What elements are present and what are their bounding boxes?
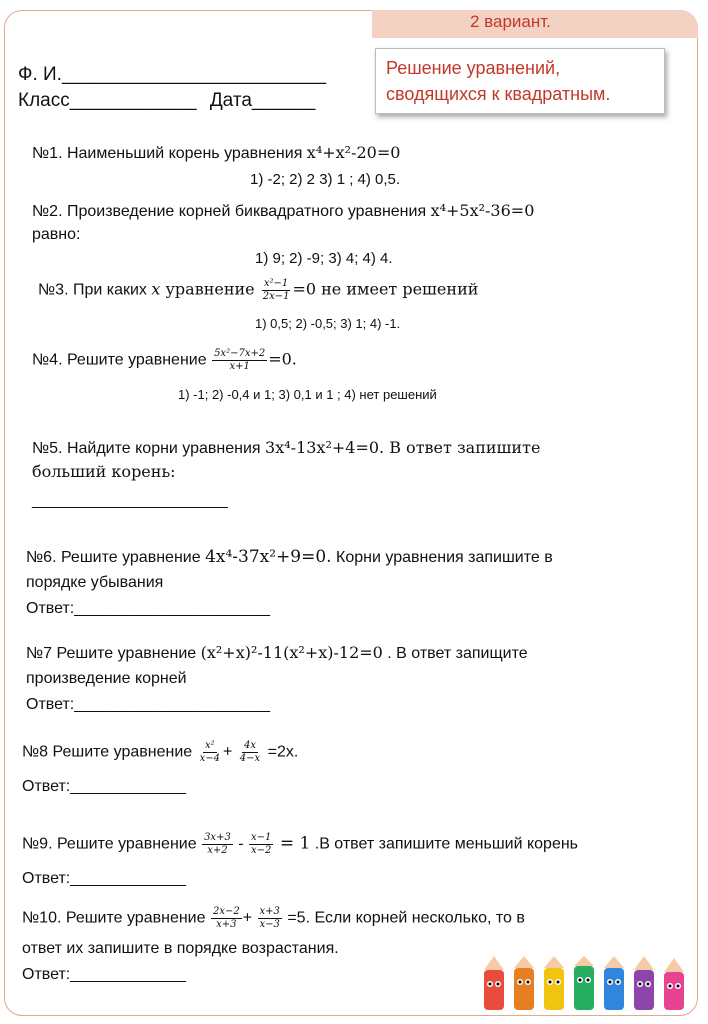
q10-fraction-2 — [258, 906, 282, 931]
q9-denominator-1: x+2 — [207, 845, 228, 856]
q7-answer: Ответ:______________________ — [26, 696, 270, 713]
q8-numerator-1: x² — [204, 740, 215, 751]
q6-equation: 4x⁴-37x²+9=0. — [205, 547, 332, 567]
question-1 — [32, 142, 400, 165]
question-5 — [32, 437, 540, 460]
pencil-yellow — [544, 956, 564, 1010]
q1-answers: 1) -2; 2) 2 3) 1 ; 4) 0,5. — [250, 171, 401, 188]
question-4 — [32, 348, 297, 373]
q9-minus: - — [233, 835, 249, 853]
title-line-1: Решение уравнений, — [386, 58, 561, 78]
question-3 — [38, 278, 478, 303]
question-7 — [26, 642, 528, 665]
q10-denominator-1: x+3 — [216, 919, 237, 930]
question-10 — [22, 906, 525, 931]
q9-numerator-2: x−1 — [251, 832, 272, 843]
q2-text: №2. Произведение корней биквадратного уравнения — [32, 203, 431, 220]
q9-fraction-2 — [249, 832, 273, 857]
class-field: Класс____________ — [18, 90, 197, 111]
q8-tail: =2x. — [263, 743, 299, 761]
pencil-red — [484, 956, 504, 1010]
name-field-line: Ф. И._________________________ — [18, 64, 327, 85]
q5-line-2: больший корень: — [32, 462, 176, 481]
q10-text: №10. Решите уравнение — [22, 909, 210, 927]
q1-equation: x⁴+x²-20=0 — [306, 143, 401, 162]
pencil-orange — [514, 956, 534, 1010]
q4-fraction — [212, 348, 267, 373]
question-8 — [22, 740, 298, 765]
q3-var: x — [151, 279, 161, 299]
q3-fraction — [261, 278, 292, 303]
q10-numerator-1: 2x−2 — [212, 906, 240, 917]
q8-fraction-2 — [238, 740, 262, 765]
q9-fraction-1 — [202, 832, 233, 857]
q6-line-2: порядке убывания — [26, 574, 164, 591]
q2-equation: x⁴+5x²-36=0 — [430, 201, 535, 220]
q8-numerator-2: 4x — [243, 740, 256, 751]
q3-text-2: уравнение — [160, 279, 260, 299]
q9-answer: Ответ:_____________ — [22, 870, 186, 887]
title-line-2: сводящихся к квадратным. — [386, 84, 611, 104]
q7-text: №7 Решите уравнение — [26, 645, 201, 662]
q2-answers: 1) 9; 2) -9; 3) 4; 4) 4. — [255, 250, 393, 267]
question-2 — [32, 200, 534, 223]
pencil-pink — [664, 958, 684, 1010]
date-field: Дата______ — [209, 90, 316, 111]
q10-numerator-2: x+3 — [259, 906, 280, 917]
q10-line-2: ответ их запишите в порядке возрастания. — [22, 940, 339, 957]
q9-equals: = 1 — [274, 833, 311, 854]
q4-denominator: x+1 — [229, 361, 250, 372]
q6-text: №6. Решите уравнение — [26, 549, 206, 566]
q7-equation: (x²+x)²-11(x²+x)-12=0 — [200, 643, 383, 662]
q4-numerator: 5x²−7x+2 — [214, 348, 266, 359]
question-6 — [26, 546, 553, 569]
pencil-green — [574, 956, 594, 1010]
q1-text: №1. Наименьший корень уравнения — [32, 145, 307, 162]
q5-tail: В ответ запишите — [384, 438, 541, 457]
q10-plus: + — [242, 909, 257, 927]
q8-plus: + — [223, 743, 237, 761]
q8-denominator-2: 4−x — [239, 753, 261, 764]
q4-tail: =0. — [268, 349, 297, 369]
q3-tail: =0 не имеет решений — [292, 279, 479, 299]
q2-text-2: равно: — [32, 226, 81, 243]
q6-answer: Ответ:______________________ — [26, 600, 270, 617]
q10-denominator-2: x−3 — [259, 919, 280, 930]
q9-text: №9. Решите уравнение — [22, 835, 202, 853]
q4-text: №4. Решите уравнение — [32, 351, 212, 369]
q3-numerator: x²−1 — [263, 278, 289, 289]
q4-answers: 1) -1; 2) -0,4 и 1; 3) 0,1 и 1 ; 4) нет решений — [178, 387, 437, 402]
q5-answer-blank: ______________________ — [32, 492, 228, 509]
pencil-purple — [634, 956, 654, 1010]
class-date-line — [18, 90, 315, 112]
q3-answers: 1) 0,5; 2) -0,5; 3) 1; 4) -1. — [255, 316, 401, 331]
q10-answer: Ответ:_____________ — [22, 966, 186, 983]
variant-label: 2 вариант. — [470, 12, 551, 31]
q6-tail: Корни уравнения запишите в — [331, 549, 553, 566]
q3-text: №3. При каких — [38, 281, 152, 299]
q9-numerator-1: 3x+3 — [204, 832, 231, 843]
worksheet-title — [375, 48, 665, 114]
q7-tail: . В ответ запищите — [382, 645, 528, 662]
q10-fraction-1 — [211, 906, 242, 931]
pencil-blue — [604, 956, 624, 1010]
q8-answer: Ответ:_____________ — [22, 778, 186, 795]
q10-tail: =5. Если корней несколько, то в — [282, 909, 525, 927]
q9-denominator-2: x−2 — [251, 845, 272, 856]
pencils-icon — [478, 956, 700, 1020]
q3-denominator: 2x−1 — [262, 291, 290, 302]
q8-denominator-1: x−4 — [199, 753, 220, 764]
q8-fraction-1 — [198, 740, 222, 765]
q5-text: №5. Найдите корни уравнения — [32, 440, 266, 457]
q5-equation: 3x⁴-13x²+4=0. — [265, 438, 385, 457]
q7-line-2: произведение корней — [26, 670, 187, 687]
question-9 — [22, 832, 578, 857]
q9-tail: .В ответ запишите меньший корень — [310, 835, 579, 853]
q8-text: №8 Решите уравнение — [22, 743, 197, 761]
